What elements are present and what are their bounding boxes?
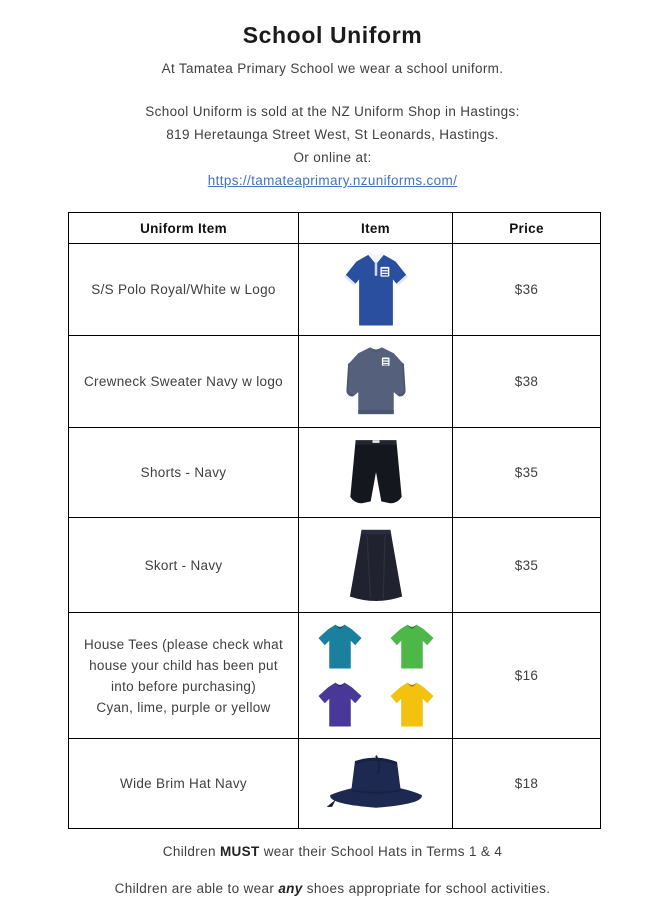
item-label-main: House Tees (please check what house your child has been put into before purchasing): [83, 636, 284, 694]
shop-info-line3: Or online at:: [293, 150, 372, 165]
shoes-rule-text: [0, 881, 665, 896]
hats-rule-bold: MUST: [219, 844, 260, 859]
item-price: $35: [453, 428, 601, 518]
table-row-sweater: [69, 336, 601, 428]
item-price: $35: [453, 518, 601, 613]
item-price: $18: [453, 739, 601, 829]
page-title: School Uniform: [242, 22, 423, 48]
table-row-hat: [69, 739, 601, 829]
polo-shirt-image: [336, 247, 416, 333]
shoes-rule-pre: Children are able to wear: [114, 881, 279, 896]
table-row-skort: [69, 518, 601, 613]
uniform-price-table: [68, 212, 601, 829]
item-label-colors: Cyan, lime, purple or yellow: [96, 699, 271, 715]
shop-info-line1: School Uniform is sold at the NZ Uniform Shop in Hastings:: [145, 104, 520, 119]
yellow-tee-icon: [384, 679, 440, 731]
navy-shorts-image: [345, 432, 407, 514]
table-row-house-tees: [69, 613, 601, 739]
item-label: Wide Brim Hat Navy: [69, 739, 299, 829]
column-header-uniform-item: Uniform Item: [69, 213, 299, 244]
purple-tee-icon: [312, 679, 368, 731]
item-label: Crewneck Sweater Navy w logo: [69, 336, 299, 428]
item-price: $16: [453, 613, 601, 739]
item-label: S/S Polo Royal/White w Logo: [69, 244, 299, 336]
column-header-item: Item: [299, 213, 453, 244]
item-price: $38: [453, 336, 601, 428]
item-label: [69, 613, 299, 739]
navy-skort-image: [340, 521, 412, 609]
shop-info: [0, 100, 665, 192]
hats-rule-text: [0, 844, 665, 859]
uniform-shop-link[interactable]: https://tamateaprimary.nzuniforms.com/: [207, 173, 458, 188]
item-label: Shorts - Navy: [69, 428, 299, 518]
hats-rule-pre: Children: [162, 844, 220, 859]
intro-text: At Tamatea Primary School we wear a school uniform.: [161, 61, 504, 76]
cyan-tee-icon: [312, 621, 368, 673]
crewneck-sweater-image: [338, 340, 414, 424]
item-label: Skort - Navy: [69, 518, 299, 613]
column-header-price: Price: [453, 213, 601, 244]
table-row-shorts: [69, 428, 601, 518]
shop-info-line2: 819 Heretaunga Street West, St Leonards, Hastings.: [166, 127, 499, 142]
house-tees-image: [299, 621, 452, 731]
shoes-rule-bold: any: [278, 881, 303, 896]
table-row-polo: [69, 244, 601, 336]
hats-rule-post: wear their School Hats in Terms 1 & 4: [259, 844, 503, 859]
table-header-row: [69, 213, 601, 244]
item-price: $36: [453, 244, 601, 336]
lime-tee-icon: [384, 621, 440, 673]
wide-brim-hat-image: [320, 752, 432, 816]
shoes-rule-post: shoes appropriate for school activities.: [302, 881, 551, 896]
